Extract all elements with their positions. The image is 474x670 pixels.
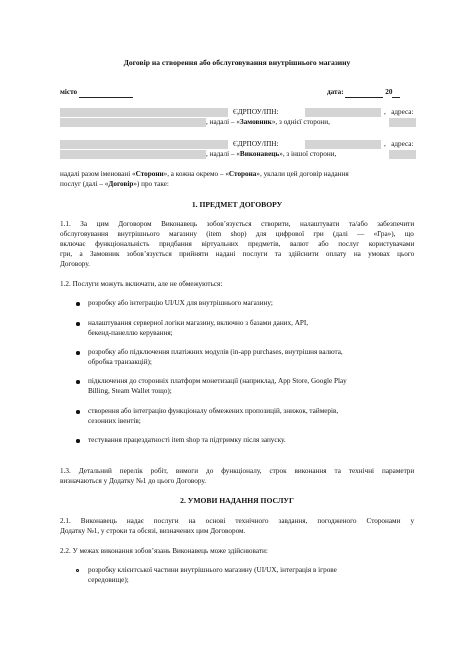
bullet-icon [76, 351, 80, 355]
party2-edrpou-field[interactable] [305, 140, 381, 149]
paragraph-line: визначаються у Додатку №1 до цього Договору. [60, 477, 207, 485]
party2-address-field[interactable] [60, 150, 206, 159]
city-label: місто [60, 88, 78, 96]
city-line [60, 88, 133, 98]
year-field[interactable] [392, 88, 400, 98]
paragraph-line: 2.1. Виконавець надає послуги на основі технічного завдання, погодженого Сторонами у [60, 517, 415, 525]
list-item: обробка транзакцій); [88, 358, 152, 366]
list-item: бекенд-панеллю керування; [88, 329, 173, 337]
party2-address-label: , адреса: [384, 140, 414, 148]
party1-name-field[interactable] [60, 108, 228, 117]
paragraph-line: 1.1. За цим Договором Виконавець зобов’язується створити, налаштувати та/або забезпечити [60, 220, 415, 228]
bullet-icon [76, 302, 80, 306]
intro-line-1: надалі разом іменовані «Сторони», а кожна окремо – «Сторона», уклали цей договір надання [60, 170, 349, 178]
date-line [327, 88, 400, 98]
paragraph-2-2: 2.2. У межах виконання зобов’язань Виконавець може здійснювати: [60, 547, 268, 555]
paragraph-line: обслуговування внутрішнього магазину (item shop) для цифрової гри (далі — «Гра»), що [60, 230, 414, 238]
list-item: сезонних івентів; [88, 417, 141, 425]
party2-role-line: , надалі – «Виконавець», з іншої сторони, [206, 150, 337, 158]
list-item: розробку або інтеграцію UI/UX для внутрішнього магазину; [88, 299, 273, 307]
paragraph-line: Додатку №1, у строки та обсязі, визначених цим Договором. [60, 527, 246, 535]
list-item: тестування працездатності item shop та підтримку після запуску. [88, 436, 286, 444]
list-item: підключення до сторонніх платформ монетизації (наприклад, App Store, Google Play [88, 377, 347, 385]
party1-edrpou-field[interactable] [305, 108, 381, 117]
list-item: створення або інтеграцію функціоналу обмежених пропозицій, знижок, таймерів, [88, 407, 339, 415]
list-item: Billing, Steam Wallet тощо); [88, 387, 172, 395]
party1-address-field-2[interactable] [389, 118, 416, 127]
list-item: розробку клієнтської частини внутрішнього магазину (UI/UX, інтеграція в ігрове [88, 566, 337, 574]
party1-edrpou-label: ЄДРПОУ/ІПН: [233, 108, 279, 116]
party2-role: Виконавець [239, 150, 280, 158]
date-field[interactable] [345, 88, 383, 98]
document-title: Договір на створення або обслуговування внутрішнього магазину [123, 58, 351, 67]
list-item: середовище); [88, 576, 129, 584]
list-item: розробку або підключення платіжних модулів (in-app purchases, внутрішня валюта, [88, 348, 343, 356]
bullet-icon [76, 380, 80, 384]
bullet-icon [76, 410, 80, 414]
year-prefix: 20 [385, 88, 393, 96]
section-2-heading: 2. УМОВИ НАДАННЯ ПОСЛУГ [180, 496, 294, 505]
list-item: налаштування серверної логіки магазину, включно з базами даних, API, [88, 319, 309, 327]
bullet-icon [76, 322, 80, 326]
hollow-bullet-icon [76, 569, 79, 572]
bullet-icon [76, 439, 80, 443]
paragraph-1-2: 1.2. Послуги можуть включати, але не обмежуються: [60, 280, 223, 288]
party1-role: Замовник [239, 118, 272, 126]
paragraph-line: 1.3. Детальний перелік робіт, вимоги до функціоналу, строк виконання та технічні параметри [60, 467, 415, 475]
intro-line-2: послуг (далі – «Договір») про таке: [60, 180, 169, 188]
paragraph-line: гри, а Замовник зобов’язується прийняти надані послуги та здійснити оплату на умовах цього [60, 250, 415, 258]
paragraph-line: включає функціональність придбання віртуальних предметів, валют або послуг користувачами [60, 240, 415, 248]
party2-edrpou-label: ЄДРПОУ/ІПН: [233, 140, 279, 148]
paragraph-line: Договору. [60, 260, 90, 268]
party2-address-field-2[interactable] [389, 150, 416, 159]
party1-role-line: , надалі – «Замовник», з однієї сторони, [206, 118, 330, 126]
party1-address-label: , адреса: [384, 108, 414, 116]
city-field[interactable] [79, 88, 133, 98]
date-label: дата: [327, 88, 344, 96]
party2-name-field[interactable] [60, 140, 228, 149]
section-1-heading: 1. ПРЕДМЕТ ДОГОВОРУ [191, 200, 283, 209]
party1-address-field[interactable] [60, 118, 206, 127]
